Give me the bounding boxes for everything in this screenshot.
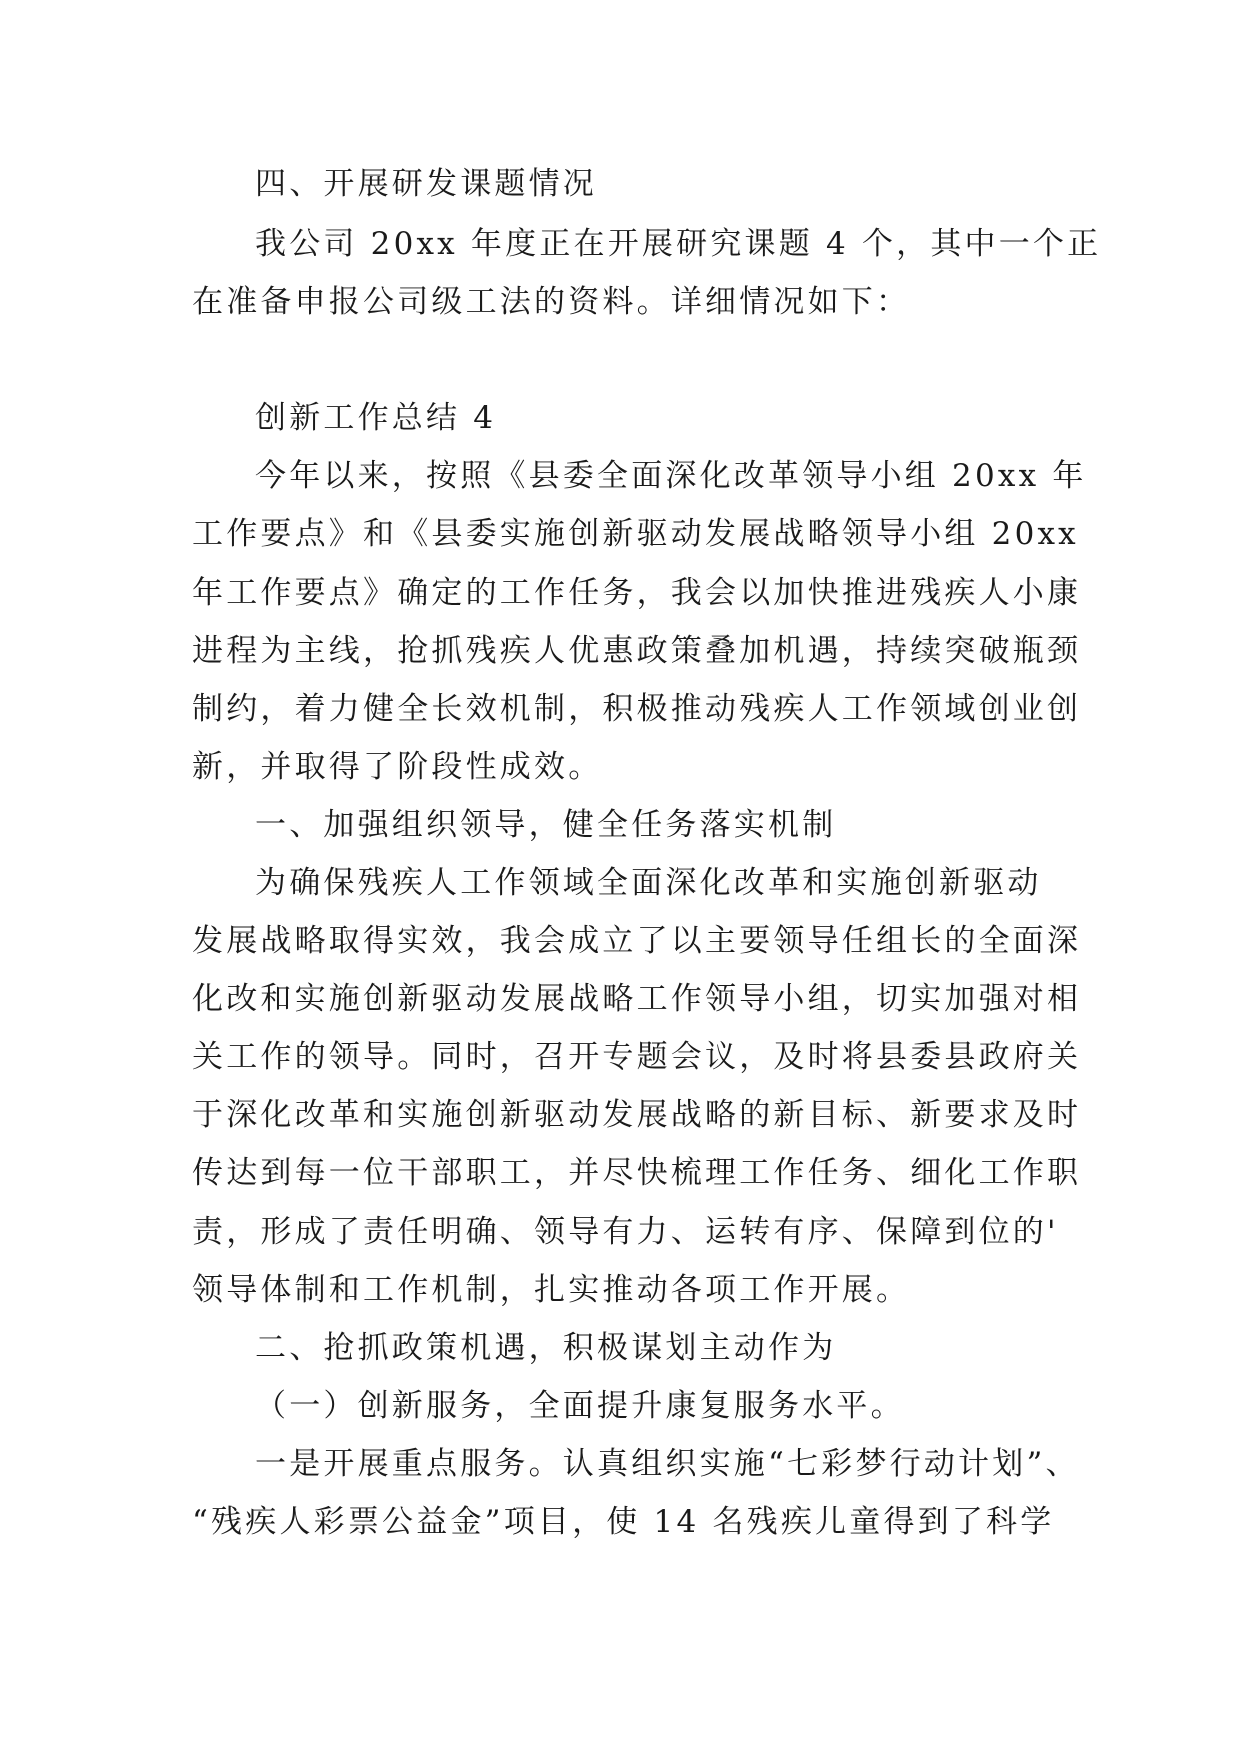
paragraph-line: “残疾人彩票公益金”项目，使 14 名残疾儿童得到了科学 [192, 1504, 1055, 1540]
paragraph-line: 进程为主线，抢抓残疾人优惠政策叠加机遇，持续突破瓶颈 [192, 633, 1082, 669]
subsection-heading: （一）创新服务，全面提升康复服务水平。 [255, 1388, 905, 1424]
paragraph-line: 新，并取得了阶段性成效。 [192, 749, 603, 785]
section-heading: 一、加强组织领导，健全任务落实机制 [255, 807, 837, 843]
paragraph-line: 制约，着力健全长效机制，积极推动残疾人工作领域创业创 [192, 691, 1082, 727]
paragraph-line: 今年以来，按照《县委全面深化改革领导小组 20xx 年 [255, 458, 1087, 494]
paragraph-line: 工作要点》和《县委实施创新驱动发展战略领导小组 20xx [192, 516, 1079, 552]
paragraph-line: 于深化改革和实施创新驱动发展战略的新目标、新要求及时 [192, 1097, 1082, 1133]
paragraph-line: 传达到每一位干部职工，并尽快梳理工作任务、细化工作职 [192, 1155, 1082, 1191]
document-title: 创新工作总结 4 [255, 400, 497, 436]
paragraph-line: 关工作的领导。同时，召开专题会议，及时将县委县政府关 [192, 1039, 1082, 1075]
paragraph-line: 为确保残疾人工作领域全面深化改革和实施创新驱动 [255, 865, 1042, 901]
paragraph-line: 化改和实施创新驱动发展战略工作领导小组，切实加强对相 [192, 981, 1082, 1017]
paragraph-line: 发展战略取得实效，我会成立了以主要领导任组长的全面深 [192, 923, 1082, 959]
paragraph-line: 我公司 20xx 年度正在开展研究课题 4 个，其中一个正 [255, 226, 1102, 262]
paragraph-line: 领导体制和工作机制，扎实推动各项工作开展。 [192, 1272, 911, 1308]
paragraph-line: 责，形成了责任明确、领导有力、运转有序、保障到位的' [192, 1214, 1059, 1250]
paragraph-line: 一是开展重点服务。认真组织实施“七彩梦行动计划”、 [255, 1446, 1080, 1482]
paragraph-line: 年工作要点》确定的工作任务，我会以加快推进残疾人小康 [192, 575, 1082, 611]
section-heading: 四、开展研发课题情况 [255, 166, 597, 202]
paragraph-line: 在准备申报公司级工法的资料。详细情况如下： [192, 284, 911, 320]
section-heading: 二、抢抓政策机遇，积极谋划主动作为 [255, 1330, 837, 1366]
